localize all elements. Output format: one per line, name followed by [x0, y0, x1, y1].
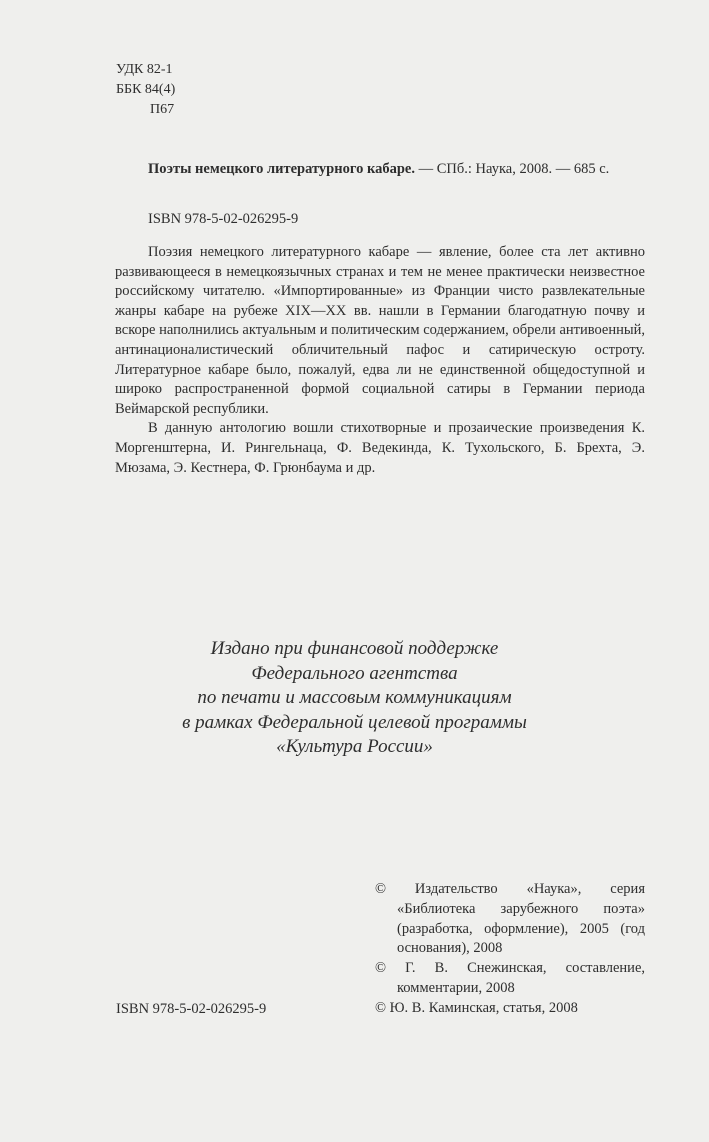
sponsor-line-1: Издано при финансовой поддержке — [210, 638, 499, 659]
copyright-block — [375, 880, 645, 1019]
book-title: Поэты немецкого литературного кабаре. — [148, 161, 415, 177]
author-sign: П67 — [150, 102, 175, 117]
sponsor-line-3: по печати и массовым коммуникациям — [197, 687, 512, 708]
classification-block — [116, 60, 175, 120]
bleed-through-decoration — [400, 180, 434, 214]
sponsor-line-5: «Культура России» — [276, 736, 433, 757]
annotation — [115, 243, 645, 478]
isbn-top: ISBN 978-5-02-026295-9 — [148, 211, 299, 227]
bibliographic-record — [115, 160, 645, 180]
copyright-compiler: © Г. В. Снежинская, составление, комментарии, 2008 — [375, 960, 645, 996]
udk-code: УДК 82-1 — [116, 62, 173, 77]
bbk-code: ББК 84(4) — [116, 82, 176, 97]
sponsor-line-4: в рамках Федеральной целевой программы — [182, 711, 527, 733]
copyright-article: © Ю. В. Каминская, статья, 2008 — [375, 999, 578, 1016]
copyright-publisher: © Издательство «Наука», серия «Библиотека зарубежного поэта» (разработка, оформление), 2005 (год основания), 2008 — [375, 881, 645, 957]
biblio-entry — [115, 160, 645, 180]
sponsor-note — [0, 637, 709, 760]
annotation-paragraph-2: В данную антологию вошли стихотворные и прозаические произведения К. Моргенштерна, И. Рингельнаца, Ф. Ведекинда, К. Тухольского, Б. Брехта, Э. Мюзама, Э. Кестнера, Ф. Грюнбаума и др. — [115, 420, 645, 476]
isbn-bottom: ISBN 978-5-02-026295-9 — [116, 1001, 267, 1017]
annotation-paragraph-1: Поэзия немецкого литературного кабаре — явление, более ста лет активно развивающееся в немецкоязычных странах и тем не менее практически неизвестное российскому читателю. «Импортированные» из Франции чисто развлекательные жанры кабаре на рубеже XIX—XX вв. нашли в Германии благодатную почву и вскоре наполнились актуальным и политическим содержанием, обрели антивоенный, антинационалистический обличительный пафос и сатирическую остроту. Литературное кабаре было, пожалуй, едва ли не единственной общедоступной и широко распространенной формой социальной сатиры в Германии периода Веймарской республики. — [115, 244, 645, 417]
publication-info: — СПб.: Наука, 2008. — 685 с. — [414, 161, 610, 177]
sponsor-line-2: Федерального агентства — [251, 662, 458, 684]
